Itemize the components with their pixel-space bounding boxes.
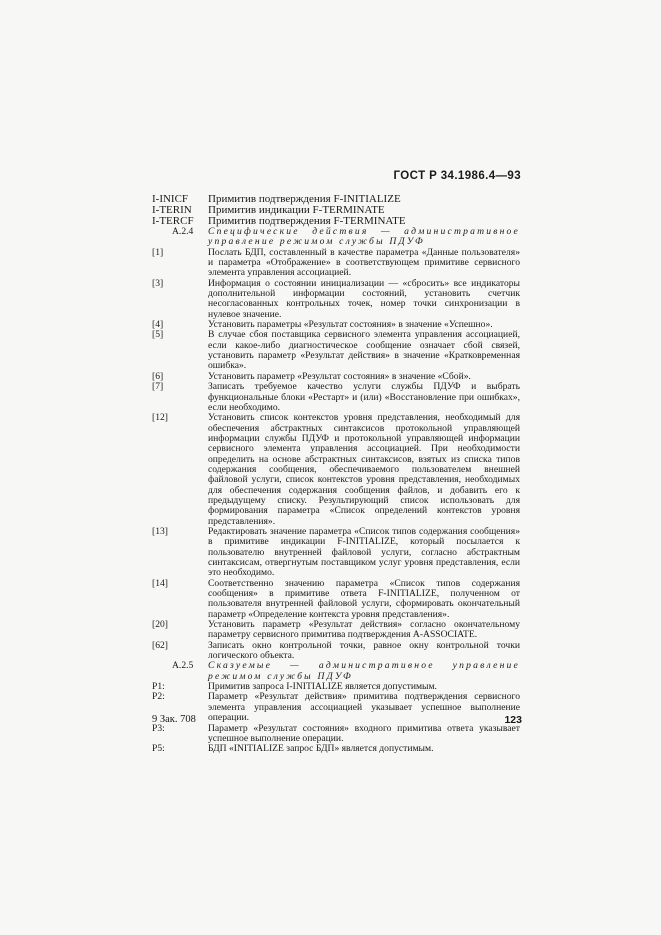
section-number: А.2.4 bbox=[172, 226, 194, 237]
item-text: Установить параметры «Результат состояния» в значение «Успешно». bbox=[208, 319, 493, 331]
list-item bbox=[152, 527, 520, 579]
item-text: Установить список контекстов уровня представления, необходимый для обеспечения абстрактных синтаксисов протокольной управляющей информации службы ПДУФ и протокольной управляющей информации сервисного элемента управления ассоциацией. При необходимости определить на основе абстрактных синтаксисов, взятых из списка типов содержания сообщения, обеспечиваемого пользователем внешней файловой услуги, список контекстов уровня представления, необходимых для обеспечения содержания сообщения файлов, и добавить его к предыдущему списку. Результирующий список использовать для формирования параметра «Список определений контекстов уровня представления». bbox=[208, 412, 520, 527]
item-key: P2: bbox=[152, 691, 165, 703]
item-key: [7] bbox=[152, 381, 164, 393]
item-key: [20] bbox=[152, 619, 168, 631]
page-header: ГОСТ Р 34.1986.4—93 bbox=[393, 170, 521, 182]
item-key: [4] bbox=[152, 319, 164, 331]
item-text: Установить параметр «Результат состояния» в значение «Сбой». bbox=[208, 370, 471, 382]
abbreviation-text: Примитив подтверждения F-INITIALIZE bbox=[208, 193, 401, 205]
abbreviation-key: I-TERIN bbox=[152, 204, 192, 216]
list-item bbox=[152, 413, 520, 527]
item-text: Записать окно контрольной точки, равное окну контрольной точки логического объекта. bbox=[208, 639, 520, 662]
list-item bbox=[152, 382, 520, 413]
item-key: [6] bbox=[152, 370, 164, 382]
list-item bbox=[152, 641, 520, 662]
page-number: 123 bbox=[504, 714, 522, 726]
list-item bbox=[152, 620, 520, 641]
list-item bbox=[152, 279, 520, 320]
item-text: Параметр «Результат состояния» входного примитива ответа указывает успешное выполнение операции. bbox=[208, 722, 520, 744]
list-item bbox=[152, 724, 520, 745]
item-key: [13] bbox=[152, 525, 168, 537]
item-key: P1: bbox=[152, 681, 165, 693]
item-key: [12] bbox=[152, 412, 168, 424]
item-text: Послать БДП, составленный в качестве параметра «Данные пользователя» и параметра «Отображение» в соответствующем примитиве сервисного элемента управления ассоциацией. bbox=[208, 246, 520, 279]
abbreviation-text: Примитив подтверждения F-TERMINATE bbox=[208, 215, 406, 227]
item-key: P3: bbox=[152, 722, 165, 734]
list-item bbox=[152, 248, 520, 279]
abbreviation-key: I-TERCF bbox=[152, 215, 194, 227]
list-item bbox=[152, 744, 520, 754]
abbreviation-text: Примитив индикации F-TERMINATE bbox=[208, 204, 385, 216]
abbreviation-key: I-INICF bbox=[152, 193, 189, 205]
item-key: P5: bbox=[152, 743, 165, 755]
item-text: Установить параметр «Результат действия» согласно окончательному параметру сервисного примитива подтверждения A-ASSOCIATE. bbox=[208, 619, 520, 641]
list-item bbox=[152, 330, 520, 371]
section-a24 bbox=[152, 227, 520, 755]
item-text: Редактировать значение параметра «Список типов содержания сообщения» в примитиве индикации F-INITIALIZE, который посылается к пользователю внутренней файловой услуги, согласно абстрактным синтаксисам, отвергнутым поставщиком услуг уровня представления, если это необходимо. bbox=[208, 525, 520, 579]
item-text: Информация о состоянии инициализации — «сбросить» все индикаторы дополнительной информации состояний, установить счетчик несогласованных контрольных точек, номер точки синхронизации в нулевое значение. bbox=[208, 277, 520, 320]
list-item bbox=[152, 579, 520, 620]
item-text: Параметр «Результат действия» примитива подтверждения сервисного элемента управления ассоциацией указывает успешное выполнение операции. bbox=[208, 691, 520, 724]
item-text: БДП «INITIALIZE запрос БДП» является допустимым. bbox=[208, 743, 434, 755]
item-text: Соответственно значению параметра «Список типов содержания сообщения» в примитиве ответа F-INITIALIZE, полученном от пользователя внутренней файловой услуги, сформировать окончательный параметр «Определение контекста уровня представления». bbox=[208, 577, 520, 620]
section-heading bbox=[172, 661, 520, 682]
section-heading bbox=[172, 227, 520, 248]
section-title: Специфические действия — административное управление режимом службы ПДУФ bbox=[208, 226, 520, 248]
section-title: Сказуемые — административное управление режимом службы ПДУФ bbox=[208, 660, 520, 682]
item-text: Примитив запроса I-INITIALIZE является допустимым. bbox=[208, 681, 437, 693]
item-key: [62] bbox=[152, 639, 168, 651]
print-order-number: 9 Зак. 708 bbox=[152, 714, 196, 725]
item-text: Записать требуемое качество услуги службы ПДУФ и выбрать функциональные блоки «Рестарт» и (или) «Восстановление при ошибках», если необходимо. bbox=[208, 381, 520, 413]
page-footer bbox=[152, 714, 522, 726]
section-number: А.2.5 bbox=[172, 660, 194, 672]
item-text: В случае сбоя поставщика сервисного элемента управления ассоциацией, если какое-либо диагностическое сообщение означает сбой связей, установить параметр «Результат действия» в значение «Кратковременная ошибка». bbox=[208, 329, 520, 372]
item-key: [14] bbox=[152, 577, 168, 589]
item-key: [3] bbox=[152, 277, 164, 289]
item-key: [1] bbox=[152, 246, 164, 258]
item-key: [5] bbox=[152, 329, 164, 341]
